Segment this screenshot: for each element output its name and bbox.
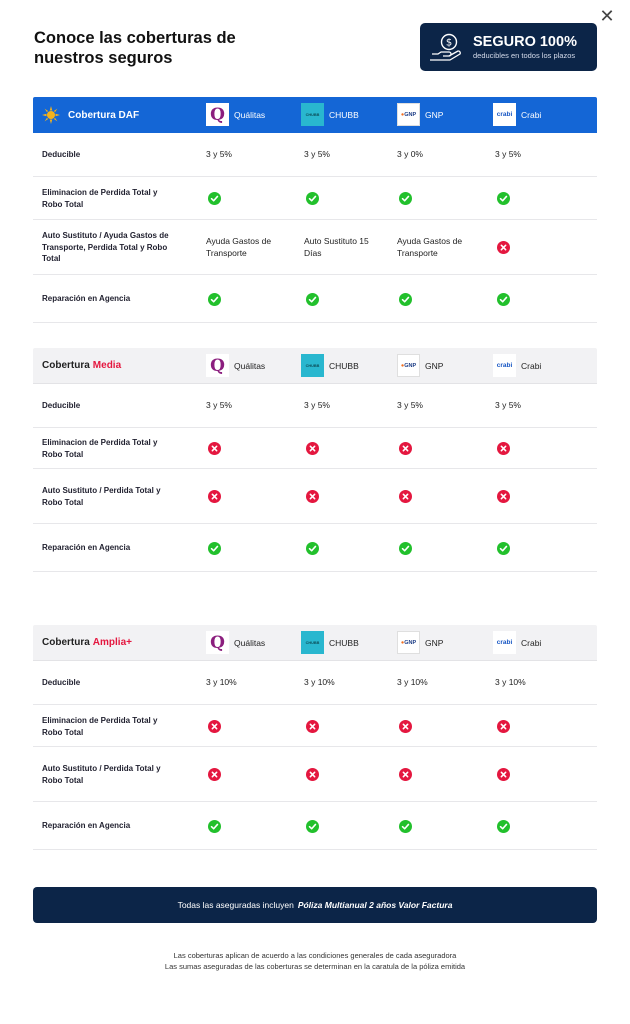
cross-icon [399, 442, 412, 455]
check-icon [208, 542, 221, 555]
cell-value: 3 y 5% [495, 149, 521, 159]
section-title-prefix: Cobertura [42, 360, 90, 371]
cell-value: 3 y 10% [397, 677, 428, 687]
chubb-logo: CHUBB [301, 354, 324, 377]
table-row [33, 747, 597, 802]
insurer-qualitas-logo [206, 354, 265, 377]
insurer-gnp-logo [397, 354, 443, 377]
cross-icon [306, 768, 319, 781]
table-row [33, 469, 597, 524]
footer-banner [33, 887, 597, 923]
gnp-logo: ● GNP [397, 354, 420, 377]
cross-icon [208, 442, 221, 455]
section-title-accent: Media [92, 360, 122, 371]
promo-subtitle: deducibles en todos los plazos [473, 50, 576, 60]
footer-banner-text: Todas las aseguradas incluyen [177, 900, 294, 910]
table-row [33, 177, 597, 220]
insurer-qualitas-logo [206, 631, 265, 654]
cell-value: 3 y 5% [304, 400, 330, 410]
check-icon [306, 293, 319, 306]
insurer-name: CHUBB [329, 637, 359, 648]
table-row [33, 524, 597, 572]
cell-value: 3 y 0% [397, 149, 423, 159]
insurer-crabi-logo [493, 631, 541, 654]
table-row [33, 802, 597, 850]
cross-icon [497, 768, 510, 781]
section-header-media [33, 348, 597, 384]
cross-icon [497, 241, 510, 254]
insurer-name: Crabi [521, 360, 542, 371]
insurer-name: CHUBB [329, 360, 359, 371]
check-icon [306, 820, 319, 833]
cross-icon [497, 442, 510, 455]
table-row [33, 220, 597, 275]
footer-banner-emphasis: Póliza Multianual 2 años Valor Factura [297, 900, 453, 910]
cell-value: 3 y 5% [206, 400, 232, 410]
chubb-logo: CHUBB [301, 103, 324, 126]
section-title-prefix: Cobertura [42, 637, 90, 648]
crabi-logo: crabi [493, 103, 516, 126]
row-label: Reparación en Agencia [42, 294, 131, 303]
sun-icon [42, 106, 60, 124]
cross-icon [497, 490, 510, 503]
row-label: Reparación en Agencia [42, 543, 131, 552]
cell-value: Auto Sustituto 15 Días [304, 236, 369, 258]
insurer-name: GNP [425, 109, 444, 120]
check-icon [208, 192, 221, 205]
row-label: Auto Sustituto / Perdida Total y Robo Total [42, 486, 161, 507]
cell-value: 3 y 5% [206, 149, 232, 159]
row-label: Deducible [42, 150, 81, 159]
cross-icon [208, 768, 221, 781]
insurer-name: Quálitas [234, 637, 266, 648]
row-label: Eliminacion de Perdida Total y Robo Total [42, 188, 158, 209]
check-icon [208, 293, 221, 306]
qualitas-logo: Q [206, 354, 229, 377]
check-icon [306, 192, 319, 205]
disclaimer [0, 950, 630, 972]
row-label: Reparación en Agencia [42, 821, 131, 830]
cell-value: 3 y 5% [397, 400, 423, 410]
hand-coin-icon [430, 32, 464, 62]
check-icon [497, 820, 510, 833]
gnp-logo: ● GNP [397, 631, 420, 654]
check-icon [399, 192, 412, 205]
page-title [34, 28, 294, 68]
insurer-chubb-logo [301, 103, 359, 126]
table-row [33, 275, 597, 323]
cell-value: 3 y 10% [206, 677, 237, 687]
check-icon [306, 542, 319, 555]
gnp-logo: ● GNP [397, 103, 420, 126]
section-header-amplia [33, 625, 597, 661]
cell-value: Ayuda Gastos de Transporte [397, 236, 463, 258]
cross-icon [208, 720, 221, 733]
table-row [33, 428, 597, 469]
check-icon [497, 293, 510, 306]
insurer-name: GNP [425, 637, 444, 648]
cell-value: 3 y 10% [304, 677, 335, 687]
disclaimer-line1: Las coberturas aplican de acuerdo a las condiciones generales de cada aseguradora [173, 951, 457, 960]
cross-icon [306, 442, 319, 455]
qualitas-logo: Q [206, 631, 229, 654]
qualitas-logo: Q [206, 103, 229, 126]
insurer-crabi-logo [493, 354, 541, 377]
insurer-chubb-logo [301, 631, 359, 654]
row-label: Auto Sustituto / Perdida Total y Robo Total [42, 764, 161, 785]
insurer-gnp-logo [397, 631, 443, 654]
cross-icon [399, 490, 412, 503]
cell-value: Ayuda Gastos de Transporte [206, 236, 272, 258]
cross-icon [208, 490, 221, 503]
close-button[interactable]: ✕ [599, 6, 615, 27]
cross-icon [306, 720, 319, 733]
row-label: Eliminacion de Perdida Total y Robo Total [42, 438, 158, 459]
section-cobertura-media [33, 348, 597, 572]
page-title-line1: Conoce las coberturas de [34, 29, 236, 47]
row-label: Deducible [42, 678, 81, 687]
svg-text:$: $ [445, 37, 453, 49]
crabi-logo: crabi [493, 631, 516, 654]
insurer-gnp-logo [397, 103, 443, 126]
cross-icon [306, 490, 319, 503]
cross-icon [497, 720, 510, 733]
check-icon [208, 820, 221, 833]
insurer-name: Crabi [521, 637, 542, 648]
section-title-daf: Cobertura DAF [68, 109, 140, 121]
table-row [33, 661, 597, 705]
insurer-crabi-logo [493, 103, 541, 126]
insurer-name: Crabi [521, 109, 542, 120]
section-cobertura-amplia [33, 625, 597, 850]
check-icon [497, 542, 510, 555]
section-title-accent: Amplia+ [92, 637, 132, 648]
insurer-name: Quálitas [234, 360, 266, 371]
cell-value: 3 y 5% [495, 400, 521, 410]
check-icon [399, 293, 412, 306]
cell-value: 3 y 10% [495, 677, 526, 687]
check-icon [399, 820, 412, 833]
row-label: Deducible [42, 401, 81, 410]
check-icon [497, 192, 510, 205]
cross-icon [399, 768, 412, 781]
section-header-daf [33, 97, 597, 133]
check-icon [399, 542, 412, 555]
insurer-name: CHUBB [329, 109, 359, 120]
section-cobertura-daf [33, 97, 597, 323]
crabi-logo: crabi [493, 354, 516, 377]
insurer-chubb-logo [301, 354, 359, 377]
row-label: Auto Sustituto / Ayuda Gastos de Transporte, Perdida Total y Robo Total [42, 231, 169, 263]
promo-title: SEGURO 100% [473, 33, 577, 50]
insurer-qualitas-logo [206, 103, 265, 126]
promo-badge [420, 23, 597, 71]
cross-icon [399, 720, 412, 733]
insurer-name: Quálitas [234, 109, 266, 120]
page-title-line2: nuestros seguros [34, 49, 173, 67]
cell-value: 3 y 5% [304, 149, 330, 159]
row-label: Eliminacion de Perdida Total y Robo Total [42, 716, 158, 737]
table-row [33, 384, 597, 428]
disclaimer-line2: Las sumas aseguradas de las coberturas se determinan en la caratula de la póliza emitida [164, 962, 466, 971]
insurer-name: GNP [425, 360, 444, 371]
table-row [33, 705, 597, 747]
chubb-logo: CHUBB [301, 631, 324, 654]
table-row [33, 133, 597, 177]
